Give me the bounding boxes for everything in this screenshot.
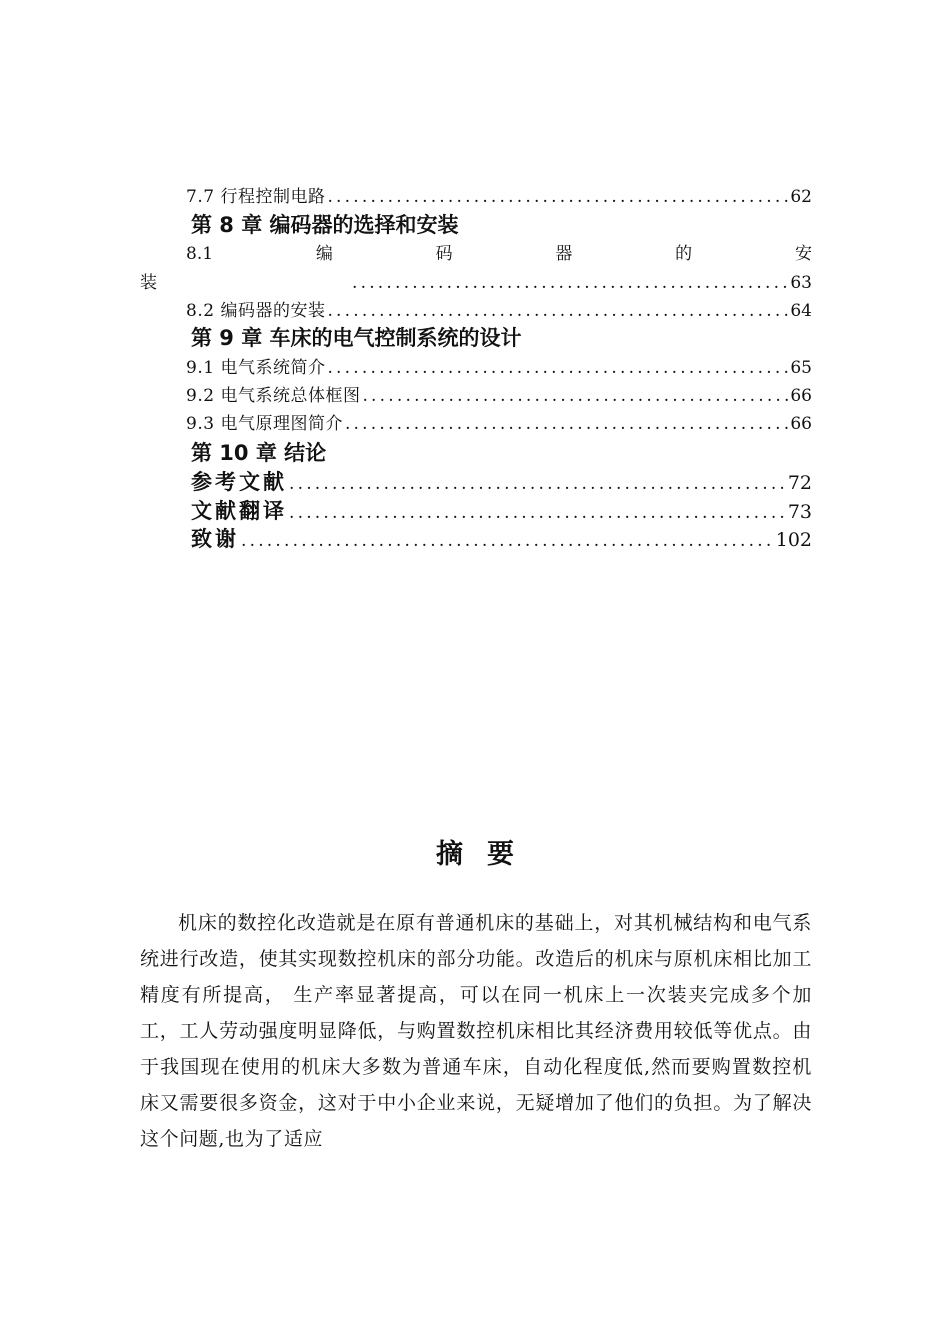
toc-chapter-10: 第 10 章 结论 — [191, 441, 327, 465]
toc-entry-acknowledgements — [191, 525, 812, 553]
toc-entry-title: 参考文献 — [191, 470, 287, 494]
toc-entry-title: 8.2 编码器的安装 — [186, 301, 326, 321]
toc-leader-dots — [327, 356, 788, 380]
toc-entry-8-1-part: 安 — [794, 244, 812, 264]
toc-entry-8-1-part: 的 — [675, 244, 693, 264]
toc-page-number: 62 — [790, 187, 812, 207]
toc-leader-dots — [289, 472, 786, 496]
toc-page-number: 65 — [790, 358, 812, 378]
toc-entry-8-2 — [186, 299, 812, 323]
toc-entry-title: 7.7 行程控制电路 — [186, 187, 326, 207]
toc-leader-dots — [362, 384, 788, 408]
toc-page-number: 66 — [790, 386, 812, 406]
toc-entry-title: 文献翻译 — [191, 499, 287, 523]
toc-leader-dots — [352, 271, 788, 295]
toc-page-number: 63 — [790, 273, 812, 293]
toc-leader-dots — [327, 185, 788, 209]
toc-entry-8-1-part: 码 — [435, 244, 453, 264]
toc-leader-dots — [289, 501, 786, 525]
toc-page-number: 72 — [787, 472, 812, 494]
toc-entry-continuation: 装 — [140, 273, 157, 293]
toc-entry-8-1-continued — [140, 271, 812, 295]
toc-entry-9-1 — [186, 356, 812, 380]
toc-entry-title: 9.3 电气原理图简介 — [186, 414, 343, 434]
abstract-body: 机床的数控化改造就是在原有普通机床的基础上，对其机械结构和电气系统进行改造，使其实现数控机床的部分功能。改造后的机床与原机床相比加工精度有所提高， 生产率显著提高，可以在同一机床上一次装夹完成多个加工，工人劳动强度明显降低，与购置数控机床相比其经济费用较低等优点。由于我国现在使用的机床大多数为普通车床，自动化程度低,然而要购置数控机床又需要很多资金，这对于中小企业来说，无疑增加了他们的负担。为了解决这个问题,也为了适应 — [140, 912, 812, 1150]
toc-chapter-8: 第 8 章 编码器的选择和安装 — [191, 213, 459, 237]
toc-page-number: 64 — [790, 301, 812, 321]
toc-entry-references — [191, 468, 812, 496]
toc-page-number: 73 — [787, 501, 812, 523]
toc-entry-7-7 — [186, 185, 812, 209]
toc-entry-8-1-part: 8.1 — [186, 244, 214, 264]
toc-leader-dots — [241, 529, 774, 553]
toc-leader-dots — [327, 299, 788, 323]
toc-entry-9-2 — [186, 384, 812, 408]
toc-entry-8-1 — [186, 242, 812, 266]
toc-leader-dots — [345, 412, 788, 436]
toc-page-number: 102 — [775, 529, 812, 551]
toc-entry-8-1-part: 器 — [555, 244, 573, 264]
toc-entry-title: 9.1 电气系统简介 — [186, 358, 326, 378]
toc-entry-9-3 — [186, 412, 812, 436]
toc-entry-title: 9.2 电气系统总体框图 — [186, 386, 361, 406]
abstract-title: 摘要 — [436, 839, 538, 870]
toc-entry-translation — [191, 497, 812, 525]
toc-page-number: 66 — [790, 414, 812, 434]
toc-entry-title: 致谢 — [191, 527, 239, 551]
toc-entry-8-1-part: 编 — [315, 244, 333, 264]
toc-chapter-9: 第 9 章 车床的电气控制系统的设计 — [191, 326, 522, 350]
